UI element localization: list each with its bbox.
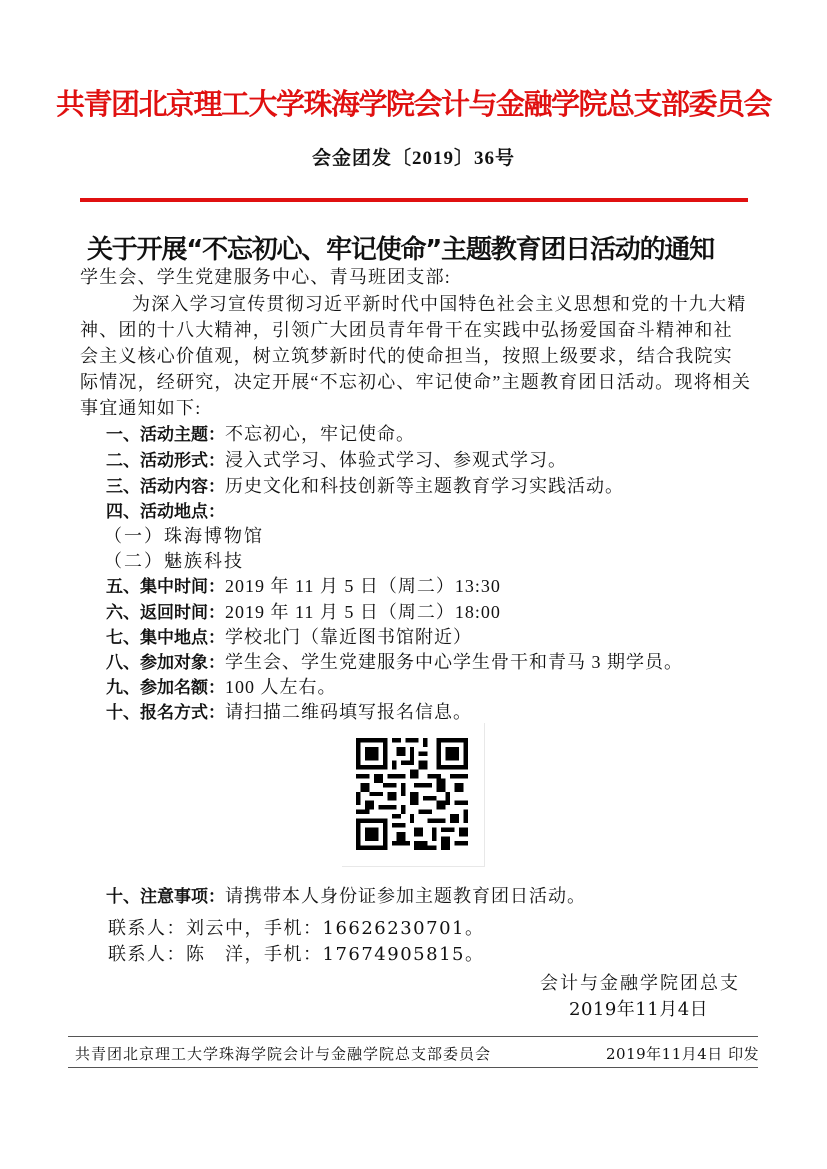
footer-bottom-rule [68,1067,758,1068]
item-gather-time [106,572,501,598]
contact-1: 联系人：刘云中，手机：16626230701。 [108,918,485,939]
item-participants [106,648,683,674]
location-1: （一）珠海博物馆 [104,526,264,547]
item-label: 二、活动形式： [106,451,225,471]
item-value: 学校北门（靠近图书馆附近） [225,627,472,647]
item-value: 请携带本人身份证参加主题教育团日活动。 [225,886,586,906]
intro-line-4: 际情况，经研究，决定开展“不忘初心、牢记使命”主题教育团日活动。现将相关 [80,372,752,392]
item-label: 十、报名方式： [106,703,225,723]
recipients: 学生会、学生党建服务中心、青马班团支部: [80,267,451,287]
signature-issuer: 会计与金融学院团总支 [540,973,740,994]
contact-2: 联系人：陈 洋，手机：17674905815。 [108,944,485,965]
item-label: 六、返回时间： [106,603,225,623]
footer-issue-date: 2019年11月4日 印发 [606,1045,760,1063]
item-value: 2019 年 11 月 5 日（周二）18:00 [225,602,501,622]
item-format [106,446,567,472]
item-registration [106,698,472,724]
intro-line-3: 会主义核心价值观，树立筑梦新时代的使命担当，按照上级要求，结合我院实 [80,346,733,366]
footer-top-rule [68,1036,758,1037]
item-theme [106,420,415,446]
item-value: 不忘初心，牢记使命。 [225,424,415,444]
item-value: 2019 年 11 月 5 日（周二）13:30 [225,576,501,596]
item-label: 八、参加对象： [106,653,225,673]
notice-title: 关于开展“不忘初心、牢记使命”主题教育团日活动的通知 [87,235,714,265]
item-content [106,472,624,498]
item-label: 四、活动地点： [106,502,225,522]
item-label: 五、集中时间： [106,577,225,597]
item-value: 100 人左右。 [225,677,337,697]
item-label: 十、注意事项： [106,887,225,907]
item-return-time [106,598,501,624]
item-label: 三、活动内容： [106,477,225,497]
intro-line-5: 事宜通知如下: [80,398,202,418]
signature-date: 2019年11月4日 [569,999,709,1020]
organization-header: 共青团北京理工大学珠海学院会计与金融学院总支部委员会 [55,87,771,121]
qr-code-frame [342,723,485,867]
item-value: 请扫描二维码填写报名信息。 [225,702,472,722]
item-value: 浸入式学习、体验式学习、参观式学习。 [225,450,567,470]
intro-line-2: 神、团的十八大精神，引领广大团员青年骨干在实践中弘扬爱国奋斗精神和社 [80,320,733,340]
item-quota [106,673,337,699]
item-gather-place [106,623,472,649]
item-label: 九、参加名额： [106,678,225,698]
item-label: 一、活动主题： [106,425,225,445]
qr-code-icon[interactable] [356,738,468,850]
item-value: 历史文化和科技创新等主题教育学习实践活动。 [225,476,624,496]
item-value: 学生会、学生党建服务中心学生骨干和青马 3 期学员。 [225,652,683,672]
item-notes [106,882,586,908]
item-location [106,497,225,522]
document-number: 会金团发〔2019〕36号 [311,148,515,169]
footer-organization: 共青团北京理工大学珠海学院会计与金融学院总支部委员会 [75,1045,492,1063]
red-divider [80,198,748,202]
location-2: （二）魅族科技 [104,551,244,572]
item-label: 七、集中地点： [106,628,225,648]
intro-line-1: 为深入学习宣传贯彻习近平新时代中国特色社会主义思想和党的十九大精 [132,294,747,314]
